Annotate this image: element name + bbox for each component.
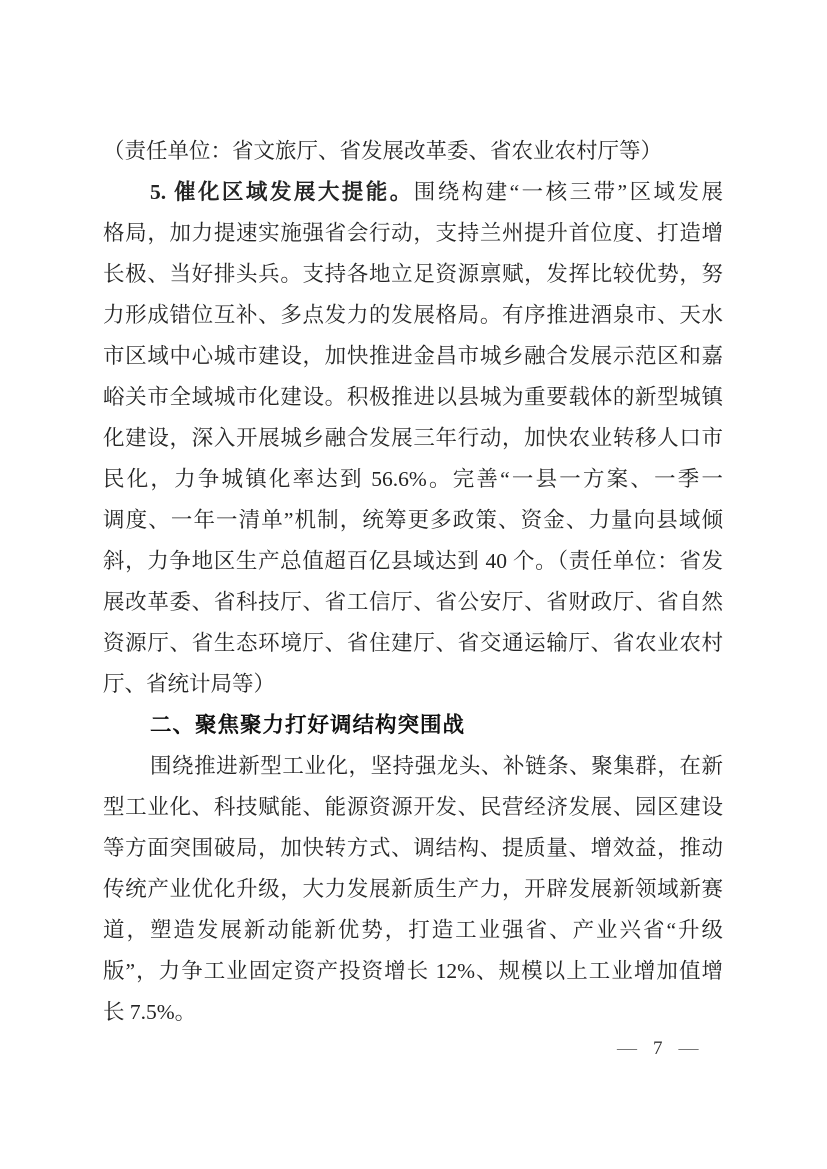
footer-dash-left: — xyxy=(617,1037,637,1059)
text-line: 斜，力争地区生产总值超百亿县域达到 40 个。（责任单位：省发 xyxy=(103,549,723,573)
text-line: 长极、当好排头兵。支持各地立足资源禀赋，发挥比较优势，努 xyxy=(103,262,723,286)
text-line: 5. 催化区域发展大提能。围绕构建“一核三带”区域发展 xyxy=(150,180,723,204)
page-number: 7 xyxy=(653,1037,663,1059)
text-line: 化建设，深入开展城乡融合发展三年行动，加快农业转移人口市 xyxy=(103,426,723,450)
text-line: 围绕推进新型工业化，坚持强龙头、补链条、聚集群，在新 xyxy=(150,754,723,778)
footer-dash-right: — xyxy=(678,1037,699,1059)
section-heading: 二、聚焦聚力打好调结构突围战 xyxy=(150,713,466,737)
text-line: 民化，力争城镇化率达到 56.6%。完善“一县一方案、一季一 xyxy=(103,467,723,491)
text-line: 格局，加力提速实施强省会行动，支持兰州提升首位度、打造增 xyxy=(103,221,723,245)
text-line: 长 7.5%。 xyxy=(103,1000,197,1024)
text-line: （责任单位：省文旅厅、省发展改革委、省农业农村厅等） xyxy=(103,139,663,163)
page-footer xyxy=(617,1037,699,1060)
text-line: 展改革委、省科技厅、省工信厅、省公安厅、省财政厅、省自然 xyxy=(103,590,723,614)
text-line: 峪关市全域城市化建设。积极推进以县城为重要载体的新型城镇 xyxy=(103,385,723,409)
document-body xyxy=(103,131,723,1033)
text-line: 力形成错位互补、多点发力的发展格局。有序推进酒泉市、天水 xyxy=(103,303,723,327)
text-line: 版”，力争工业固定资产投资增长 12%、规模以上工业增加值增 xyxy=(103,959,723,983)
bold-lead-in: 5. 催化区域发展大提能。 xyxy=(150,180,414,204)
text-line: 型工业化、科技赋能、能源资源开发、民营经济发展、园区建设 xyxy=(103,795,723,819)
text-line: 等方面突围破局，加快转方式、调结构、提质量、增效益，推动 xyxy=(103,836,723,860)
text-line: 厅、省统计局等） xyxy=(103,672,276,696)
text-line: 资源厅、省生态环境厅、省住建厅、省交通运输厅、省农业农村 xyxy=(103,631,723,655)
text-line: 传统产业优化升级，大力发展新质生产力，开辟发展新领域新赛 xyxy=(103,877,723,901)
text-line: 调度、一年一清单”机制，统筹更多政策、资金、力量向县域倾 xyxy=(103,508,723,532)
text-line: 市区域中心城市建设，加快推进金昌市城乡融合发展示范区和嘉 xyxy=(103,344,723,368)
text-line: 道，塑造发展新动能新优势，打造工业强省、产业兴省“升级 xyxy=(103,918,723,942)
